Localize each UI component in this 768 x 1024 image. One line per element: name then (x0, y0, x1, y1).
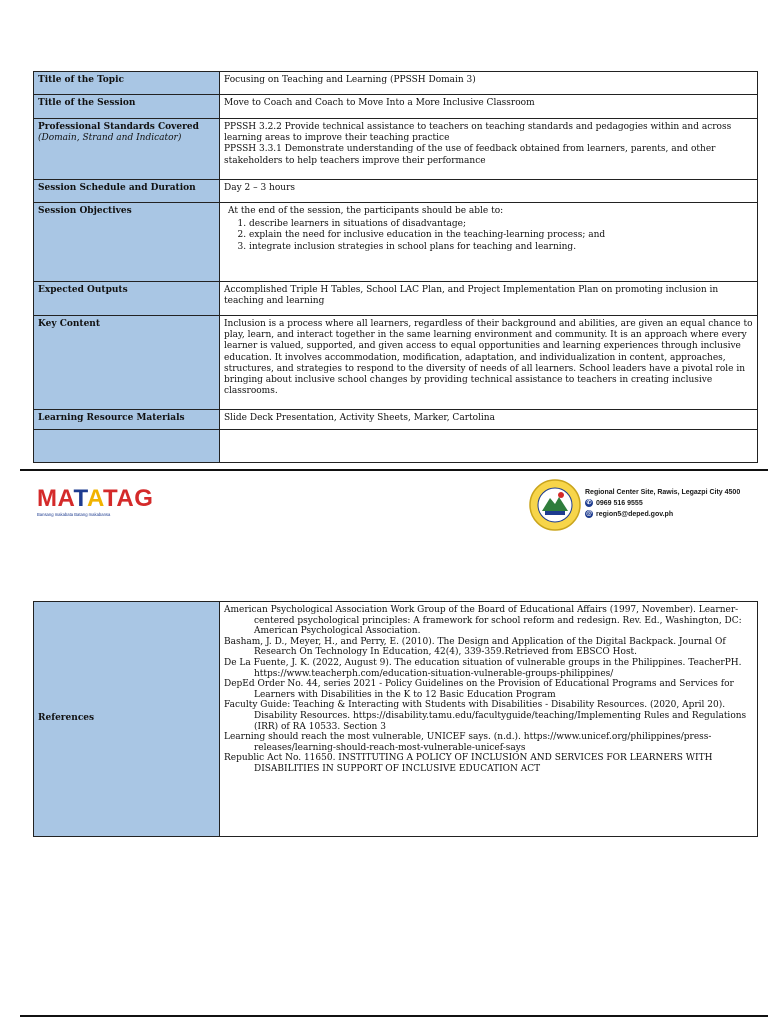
objective-item: 3. integrate inclusion strategies in school plans for teaching and learning. (249, 242, 753, 253)
objectives-list (224, 219, 753, 253)
objective-item: 2. explain the need for inclusive education in the teaching-learning process; and (249, 230, 753, 241)
outputs-value: Accomplished Triple H Tables, School LAC Plan, and Project Implementation Plan on promoting inclusion in teaching and learning (220, 282, 758, 316)
objectives-cell (220, 203, 758, 282)
session-title-value: Move to Coach and Coach to Move Into a More Inclusive Classroom (220, 95, 758, 119)
reference-entry: Learning should reach the most vulnerable, UNICEF says. (n.d.). https://www.unicef.org/philippines/press-releases/learning-should-reach-most-vulnerable-unicef-says (224, 732, 712, 753)
reference-entry: Basham, J. D., Meyer, H., and Perry, E. (2010). The Design and Application of the Digital Backpack. Journal Of Research On Technology In Education, 42(4), 339-359.Retrieved from EBSCO Host. (224, 636, 726, 658)
topic-value: Focusing on Teaching and Learning (PPSSH Domain 3) (220, 72, 758, 95)
key-content-label: Key Content (34, 316, 220, 410)
phone-number: 0969 516 9555 (596, 500, 643, 507)
standard-item: PPSSH 3.3.1 Demonstrate understanding of the use of feedback obtained from learners, parents, and other stakeholders to help teachers improve their performance (224, 144, 716, 166)
contact-info (585, 487, 740, 520)
key-content-value: Inclusion is a process where all learners, regardless of their background and abilities, are given an equal chance to play, learn, and interact together in the same learning environment and community. It is an approach where every learner is valued, supported, and given access to equal opportunities and learning experiences through inclusive education. It involves accommodation, modification, adaptation, and individualization in content, approaches, structures, and strategies to respond to the diversity of needs of all learners. School leaders have a pivotal role in bringing about inclusive school changes by providing technical assistance to teachers in creating inclusive classrooms. (220, 316, 758, 410)
reference-entry: American Psychological Association Work Group of the Board of Educational Affairs (1997, November). Learner-centered psychological principles: A framework for school reform and redesign. Rev. Ed., Washington, DC: American Psychological Association. (224, 605, 742, 637)
materials-value: Slide Deck Presentation, Activity Sheets, Marker, Cartolina (220, 410, 758, 430)
standards-sublabel: (Domain, Strand and Indicator) (38, 133, 182, 144)
empty-label-cell (34, 430, 220, 463)
phone-line (585, 498, 740, 509)
references-table (33, 601, 758, 837)
standards-label-cell (34, 119, 220, 180)
schedule-value: Day 2 – 3 hours (220, 180, 758, 203)
office-address: Regional Center Site, Rawis, Legazpi City 4500 (585, 489, 741, 496)
email-line (585, 509, 740, 520)
matatag-tagline: Bansang makabata Batang makabansa (37, 512, 111, 517)
matatag-logo (37, 485, 157, 517)
schedule-label: Session Schedule and Duration (34, 180, 220, 203)
references-label: References (34, 602, 220, 837)
reference-entry: Faculty Guide: Teaching & Interacting with Students with Disabilities - Disability Resources. (2020, April 20). Disability Resources. https://disability.tamu.edu/facultyguide/teaching/Implementing Rules and Regulations (IRR) of RA 10533. Section 3 (224, 700, 747, 732)
email-address: region5@deped.gov.ph (596, 511, 674, 518)
footer-divider (20, 469, 768, 471)
reference-entry: Republic Act No. 11650. INSTITUTING A POLICY OF INCLUSION AND SERVICES FOR LEARNERS WITH DISABILITIES IN SUPPORT OF INCLUSIVE EDUCATION ACT (224, 753, 713, 774)
standards-label: Professional Standards Covered (38, 122, 199, 132)
session-title-label: Title of the Session (34, 95, 220, 119)
phone-icon: ✆ (586, 500, 592, 507)
email-icon: @ (586, 511, 592, 518)
reference-entry: DepEd Order No. 44, series 2021 - Policy Guidelines on the Provision of Educational Programs and Services for Learners with Disabilities in the K to 12 Basic Education Program (224, 679, 734, 700)
references-list (220, 602, 758, 837)
reference-entry: De La Fuente, J. K. (2022, August 9). The education situation of vulnerable groups in the Philippines. TeacherPH. https://www.teacherph.com/education-situation-vulnerable-groups-philippines/ (224, 657, 742, 679)
materials-label: Learning Resource Materials (34, 410, 220, 430)
session-guide-table (33, 71, 758, 463)
objectives-intro: At the end of the session, the participants should be able to: (228, 206, 504, 216)
standard-item: PPSSH 3.2.2 Provide technical assistance to teachers on teaching standards and pedagogies within and across learning areas to improve their teaching practice (224, 122, 732, 144)
objective-item: 1. describe learners in situations of disadvantage; (249, 219, 753, 230)
standards-value-cell (220, 119, 758, 180)
empty-value-cell (220, 430, 758, 463)
topic-label: Title of the Topic (34, 72, 220, 95)
matatag-wordmark: MATATAG (37, 485, 154, 512)
deped-region-seal-icon (528, 478, 582, 532)
objectives-label: Session Objectives (34, 203, 220, 282)
page-bottom-divider (20, 1015, 768, 1017)
outputs-label: Expected Outputs (34, 282, 220, 316)
